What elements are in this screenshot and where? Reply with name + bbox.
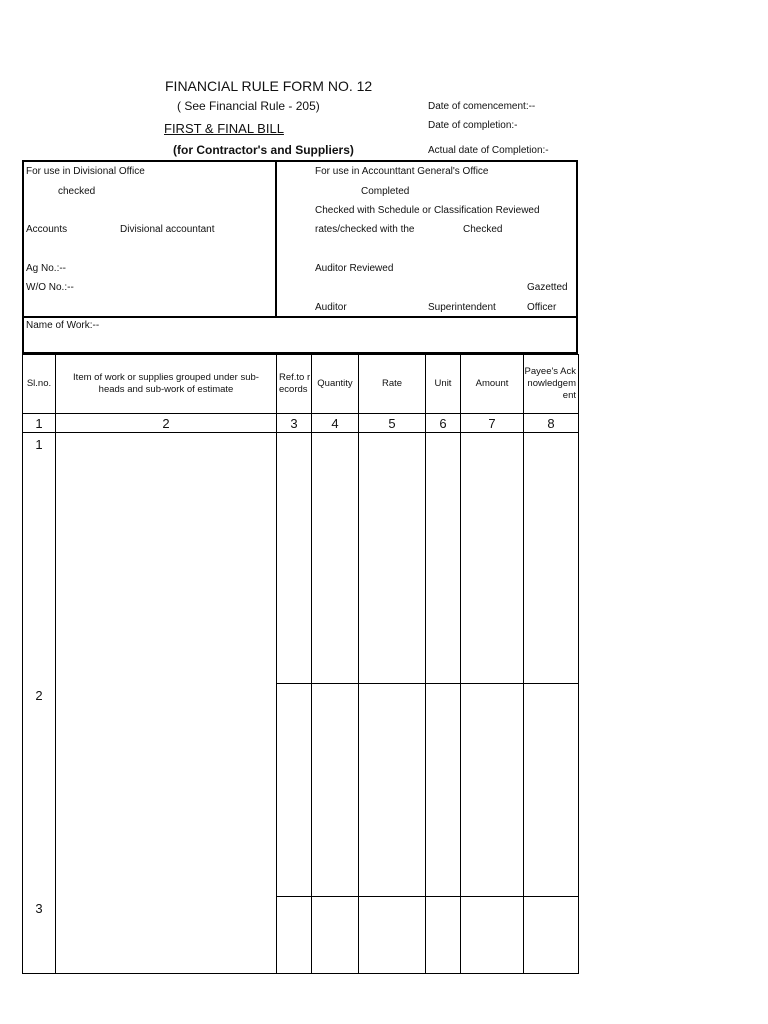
form-title: FINANCIAL RULE FORM NO. 12: [165, 78, 373, 94]
row-unit-cell: [426, 433, 461, 684]
col-header-ref: Ref.to records: [277, 355, 312, 414]
officer-label: Officer: [527, 302, 557, 313]
row-payee-cell: [524, 684, 579, 897]
col-number: 6: [426, 414, 461, 433]
rates-checked-label: rates/checked with the: [315, 224, 415, 235]
row-ref-cell: [277, 433, 312, 684]
for-contractors: (for Contractor's and Suppliers): [173, 143, 354, 157]
col-number: 8: [524, 414, 579, 433]
row-item-cell: [56, 897, 277, 974]
row-item-cell: [56, 684, 277, 897]
checked-schedule-label: Checked with Schedule or Classification Reviewed: [315, 205, 540, 216]
table-row: [23, 684, 579, 897]
name-of-work-label: Name of Work:--: [26, 320, 100, 331]
checked-right-label: Checked: [463, 224, 503, 235]
name-of-work-box: [22, 316, 578, 354]
date-of-completion: Date of completion:-: [428, 120, 518, 131]
ag-office-heading: For use in Accounttant General's Office: [315, 166, 489, 177]
col-header-slno: Sl.no.: [23, 355, 56, 414]
col-number: 2: [56, 414, 277, 433]
row-unit-cell: [426, 684, 461, 897]
divisional-office-heading: For use in Divisional Office: [26, 166, 145, 177]
auditor-label: Auditor: [315, 302, 347, 313]
row-rate-cell: [359, 433, 426, 684]
completed-label: Completed: [361, 186, 410, 197]
divisional-accountant-label: Divisional accountant: [120, 224, 215, 235]
col-number: 7: [461, 414, 524, 433]
col-header-amount: Amount: [461, 355, 524, 414]
office-box-divider: [275, 160, 277, 318]
table-row: [23, 433, 579, 684]
row-rate-cell: [359, 684, 426, 897]
row-item-cell: [56, 433, 277, 684]
row-slno: 1: [23, 433, 56, 684]
table-header-row: [23, 355, 579, 414]
col-number: 5: [359, 414, 426, 433]
row-slno: 2: [23, 684, 56, 897]
column-number-row: [23, 414, 579, 433]
date-of-commencement: Date of comencement:--: [428, 101, 536, 112]
col-header-quantity: Quantity: [312, 355, 359, 414]
accounts-label: Accounts: [26, 224, 68, 235]
col-number: 4: [312, 414, 359, 433]
row-unit-cell: [426, 897, 461, 974]
row-payee-cell: [524, 433, 579, 684]
gazetted-label: Gazetted: [527, 282, 568, 293]
auditor-reviewed-label: Auditor Reviewed: [315, 263, 394, 274]
checked-label: checked: [58, 186, 96, 197]
col-number: 1: [23, 414, 56, 433]
row-payee-cell: [524, 897, 579, 974]
row-amount-cell: [461, 684, 524, 897]
row-slno: 3: [23, 897, 56, 974]
items-table: [22, 354, 579, 974]
office-use-box: [22, 160, 578, 318]
row-quantity-cell: [312, 433, 359, 684]
col-number: 3: [277, 414, 312, 433]
wo-no-field: W/O No.:--: [26, 282, 74, 293]
bill-title: FIRST & FINAL BILL: [164, 121, 284, 136]
col-header-rate: Rate: [359, 355, 426, 414]
col-header-unit: Unit: [426, 355, 461, 414]
row-ref-cell: [277, 897, 312, 974]
row-amount-cell: [461, 897, 524, 974]
ag-no-field: Ag No.:--: [26, 263, 67, 274]
row-quantity-cell: [312, 684, 359, 897]
row-ref-cell: [277, 684, 312, 897]
superintendent-label: Superintendent: [428, 302, 496, 313]
row-amount-cell: [461, 433, 524, 684]
row-rate-cell: [359, 897, 426, 974]
table-row: [23, 897, 579, 974]
see-financial-rule: ( See Financial Rule - 205): [177, 99, 320, 113]
col-header-payee: Payee's Acknowledgement: [524, 355, 579, 414]
actual-date-of-completion: Actual date of Completion:-: [428, 145, 549, 156]
col-header-item: Item of work or supplies grouped under sub-heads and sub-work of estimate: [56, 355, 277, 414]
row-quantity-cell: [312, 897, 359, 974]
